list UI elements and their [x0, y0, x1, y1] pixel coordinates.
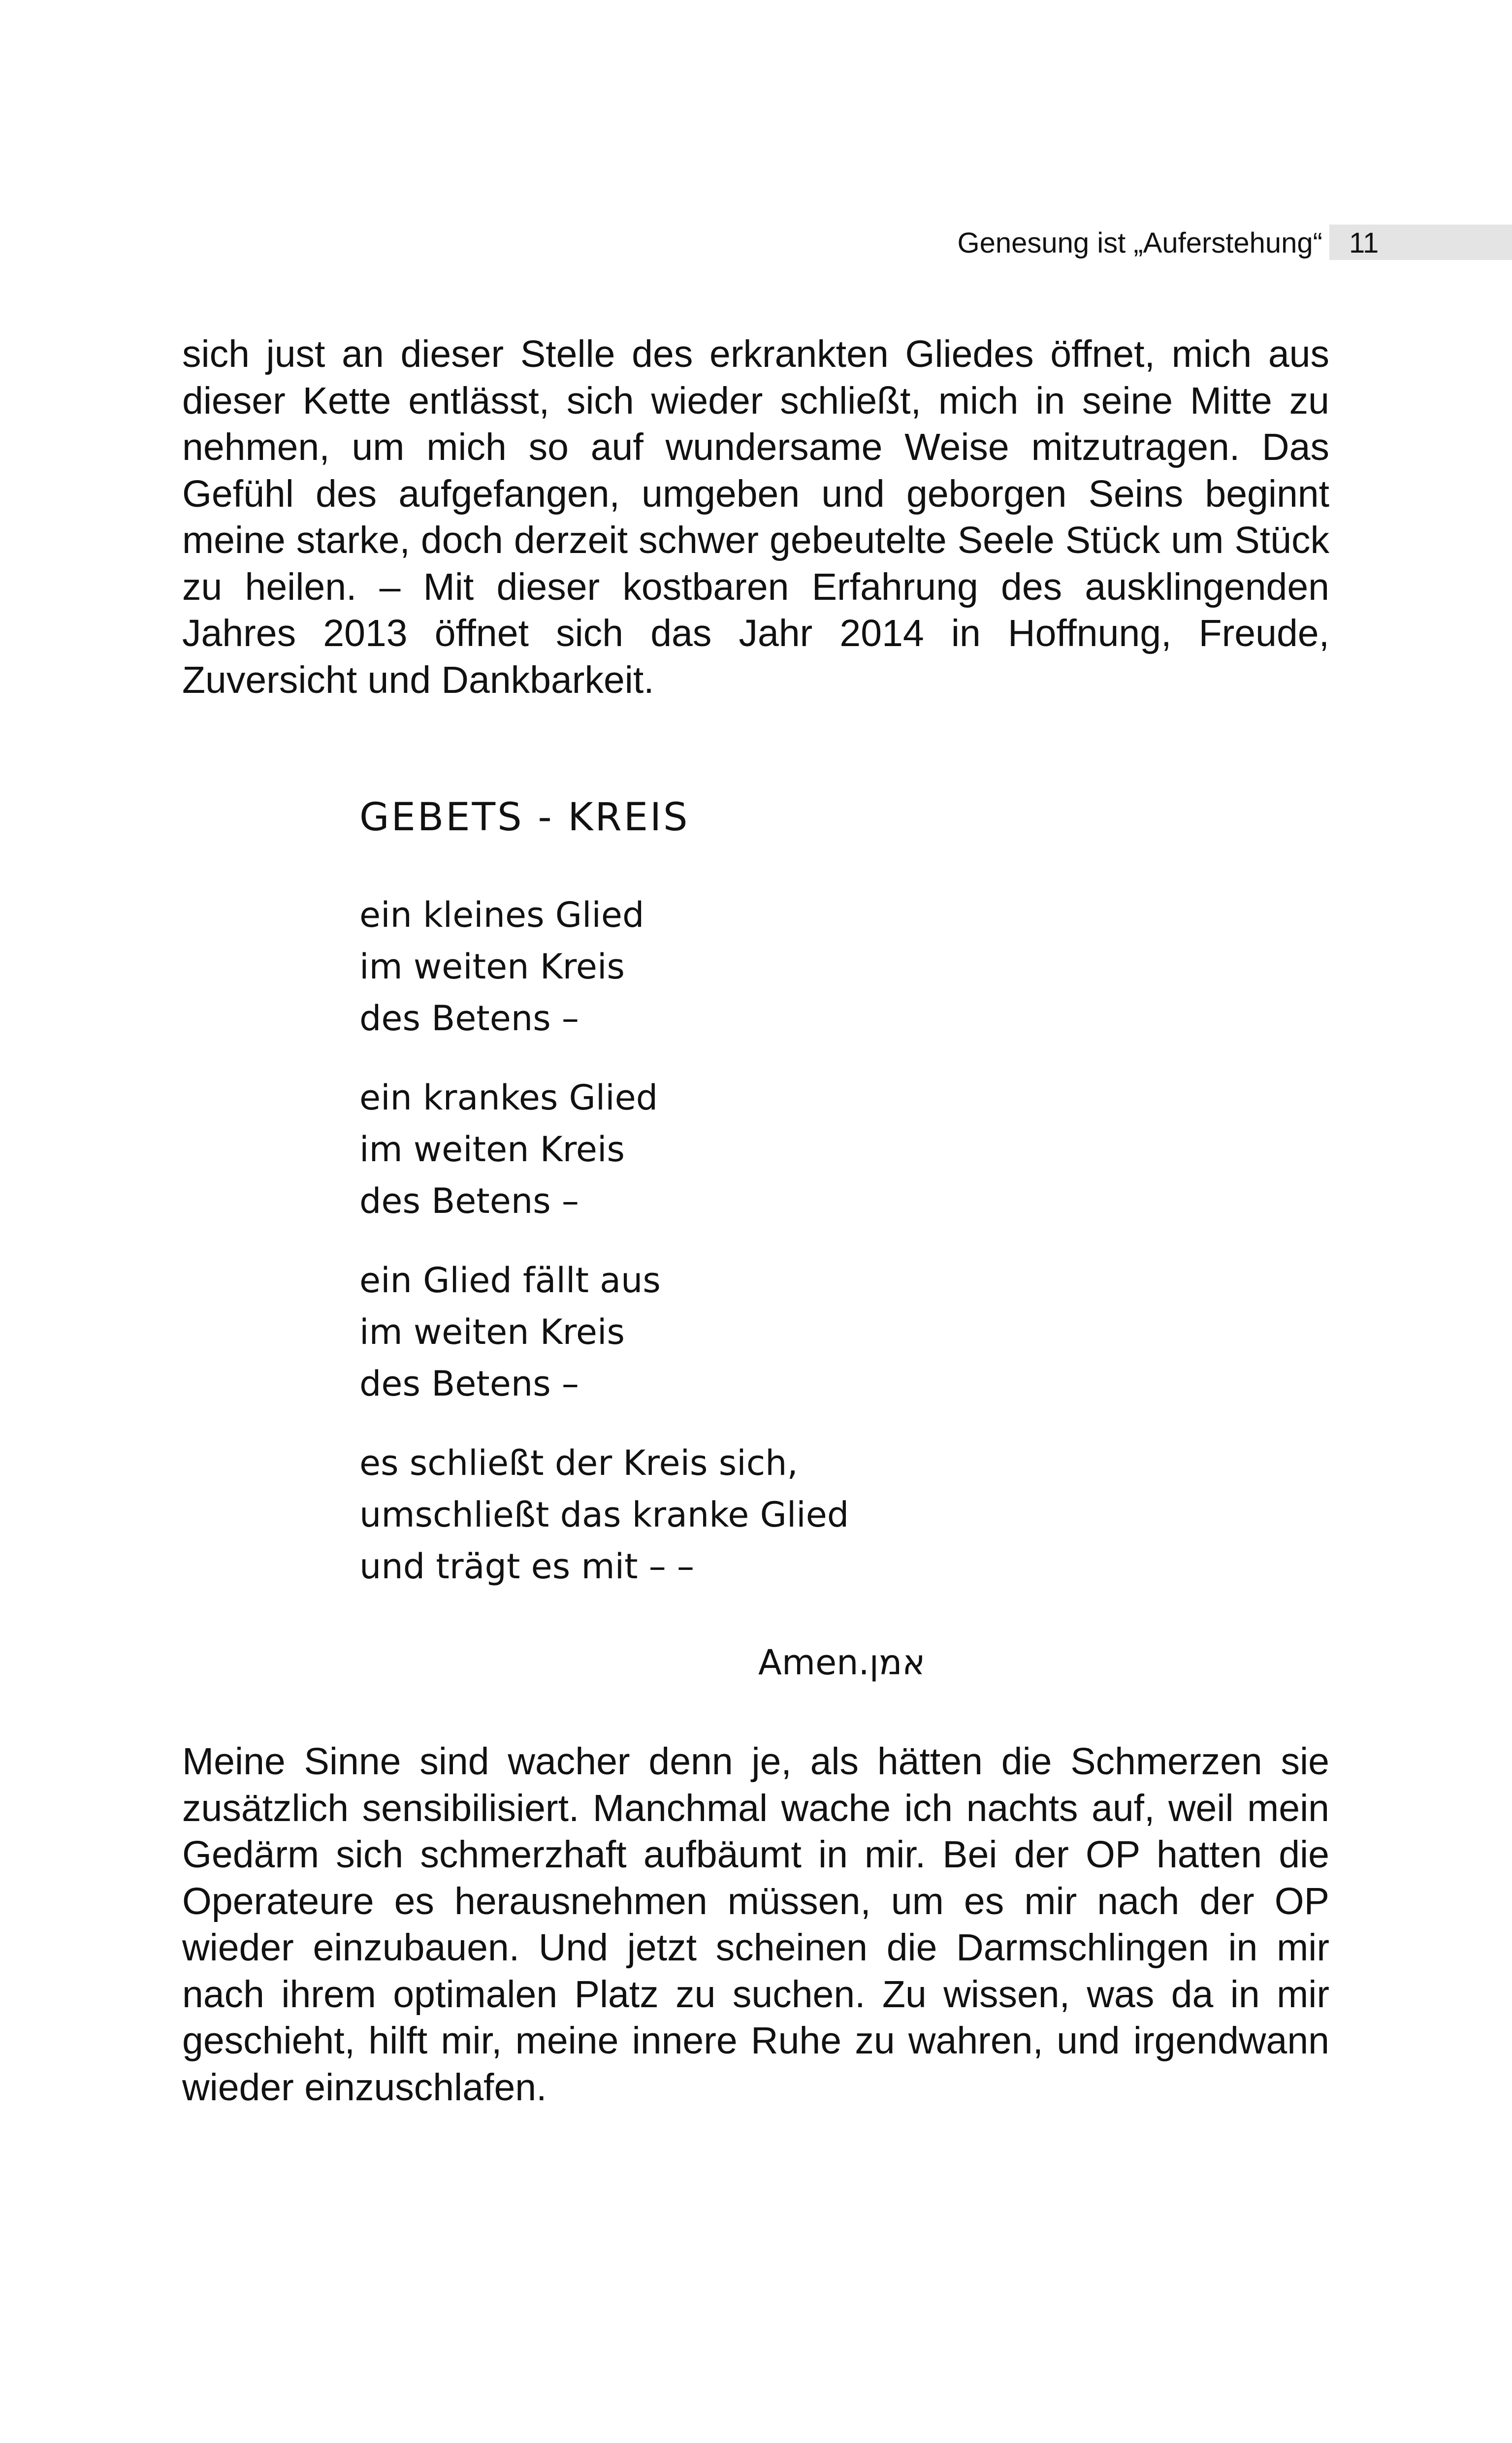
- poem-stanza-2: [359, 1072, 1098, 1227]
- poem-closing-amen: Amen.אמן: [758, 1642, 926, 1683]
- poem-stanza-3: [359, 1255, 1098, 1410]
- poem-line: des Betens –: [359, 998, 579, 1039]
- poem-stanza-4: [359, 1437, 1098, 1593]
- poem-line: im weiten Kreis: [359, 1129, 625, 1170]
- body-paragraph-top: sich just an dieser Stelle des erkrankten Gliedes öffnet, mich aus dieser Kette entlässt, sich wieder schließt, mich in seine Mitte zu nehmen, um mich so auf wundersame Weise mitzutragen. Das Gefühl des aufgefangen, umgeben und geborgen Seins beginnt meine starke, doch derzeit schwer gebeutelte Seele Stück um Stück zu heilen. – Mit dieser kostbaren Erfahrung des ausklingenden Jahres 2013 öffnet sich das Jahr 2014 in Hoffnung, Freude, Zuversicht und Dankbarkeit.: [182, 333, 1329, 701]
- poem-line: es schließt der Kreis sich,: [359, 1443, 798, 1483]
- poem: [359, 793, 1098, 1620]
- poem-stanza-1: [359, 889, 1098, 1044]
- running-header: [0, 217, 1512, 261]
- running-title: Genesung ist „Auferstehung“: [957, 227, 1322, 259]
- page-number-box: [1329, 225, 1512, 260]
- poem-line: ein Glied fällt aus: [359, 1260, 661, 1301]
- poem-line: im weiten Kreis: [359, 1312, 625, 1352]
- poem-line: des Betens –: [359, 1364, 579, 1404]
- page-number: 11: [1349, 227, 1379, 259]
- poem-line: und trägt es mit – –: [359, 1546, 695, 1587]
- body-paragraph-bottom: Meine Sinne sind wacher denn je, als hätten die Schmerzen sie zusätzlich sensibilisiert. Manchmal wache ich nachts auf, weil mein Gedärm sich schmerzhaft aufbäumt in mir. Bei der OP hatten die Operateure es herausnehmen müssen, um es mir nach der OP wieder einzubauen. Und jetzt scheinen die Darmschlingen in mir nach ihrem optimalen Platz zu suchen. Zu wissen, was da in mir geschieht, hilft mir, meine innere Ruhe zu wahren, und irgendwann wieder einzuschlafen.: [182, 1740, 1329, 2109]
- poem-line: ein krankes Glied: [359, 1077, 658, 1118]
- poem-line: im weiten Kreis: [359, 946, 625, 987]
- poem-line: ein kleines Glied: [359, 895, 644, 935]
- poem-line: des Betens –: [359, 1181, 579, 1221]
- poem-line: umschließt das kranke Glied: [359, 1495, 849, 1535]
- poem-title: GEBETS - KREIS: [359, 795, 690, 840]
